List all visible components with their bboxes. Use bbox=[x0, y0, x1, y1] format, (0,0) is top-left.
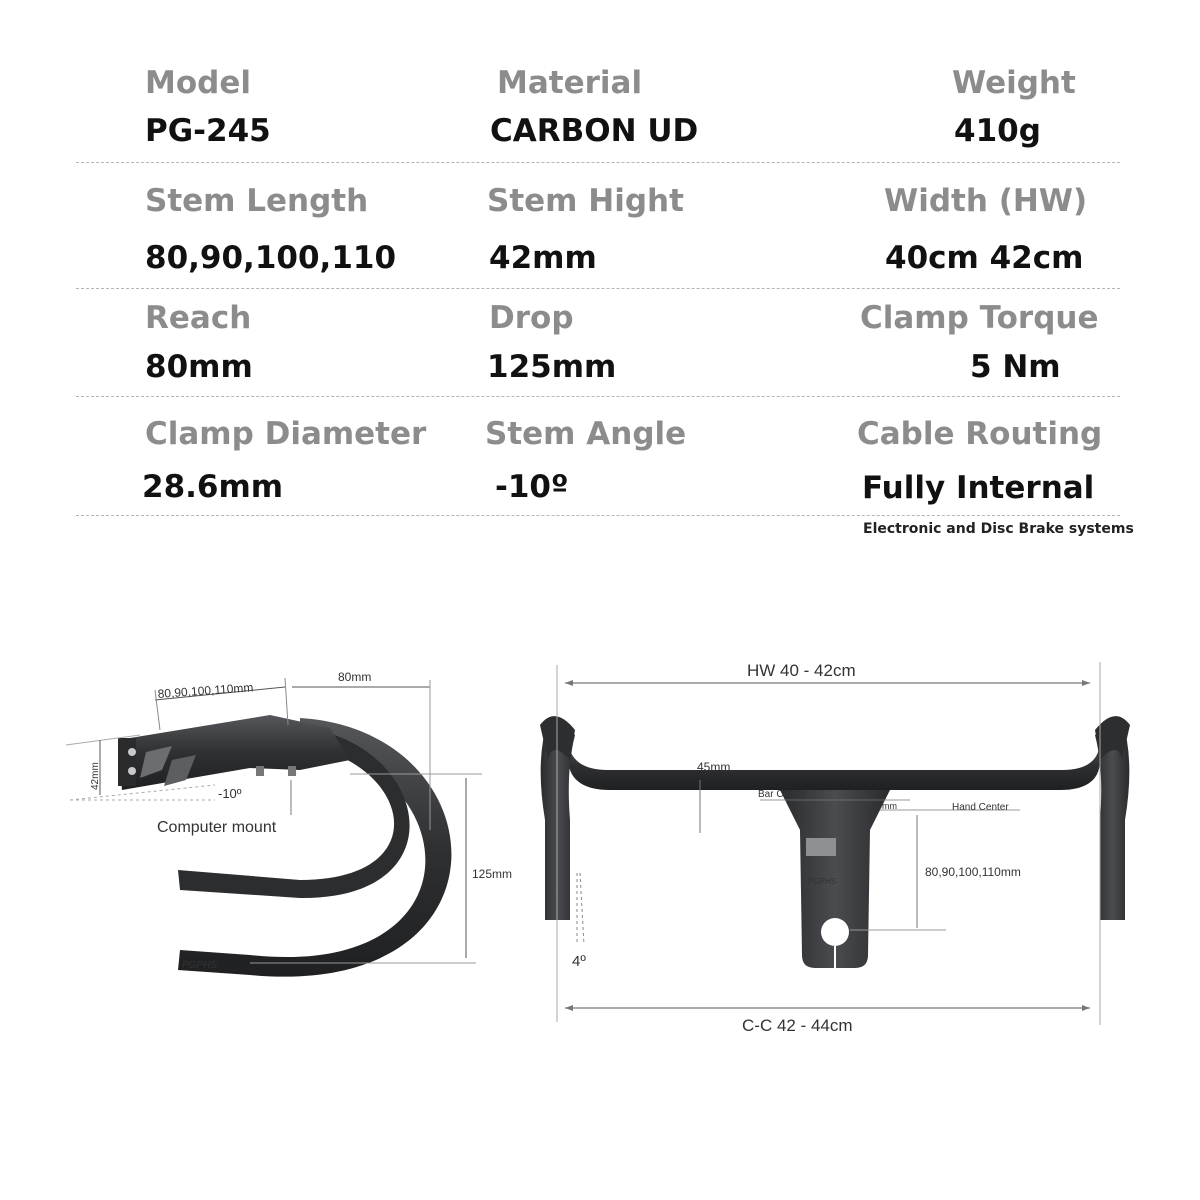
drop-label: Drop bbox=[489, 300, 574, 336]
weight-value: 410g bbox=[954, 113, 1041, 149]
stem-hight-label: Stem Hight bbox=[487, 183, 684, 219]
model-label: Model bbox=[145, 65, 251, 101]
width-label: Width (HW) bbox=[884, 183, 1088, 219]
rise-label: 45mm bbox=[697, 760, 731, 774]
reach-label: Reach bbox=[145, 300, 252, 336]
side-reach-label: 80mm bbox=[338, 670, 372, 684]
stem-angle-value: -10º bbox=[495, 469, 569, 505]
hw-dimension-label: HW 40 - 42cm bbox=[747, 661, 856, 680]
model-value: PG-245 bbox=[145, 113, 271, 149]
side-stem-length-label: 80,90,100,110mm bbox=[157, 680, 254, 701]
drop-value: 125mm bbox=[487, 349, 617, 385]
bar-center-label: Bar Center bbox=[758, 789, 807, 800]
front-view-diagram bbox=[540, 661, 1130, 1035]
cable-routing-footnote: Electronic and Disc Brake systems bbox=[863, 521, 1134, 537]
hand-center-label: Hand Center bbox=[952, 802, 1009, 813]
cc-dimension-label: C-C 42 - 44cm bbox=[742, 1016, 853, 1035]
reach-value: 80mm bbox=[145, 349, 253, 385]
side-angle-label: -10º bbox=[218, 786, 242, 801]
side-view-diagram bbox=[66, 670, 512, 977]
weight-label: Weight bbox=[952, 65, 1076, 101]
stem-length-value: 80,90,100,110 bbox=[145, 240, 397, 276]
clamp-torque-label: Clamp Torque bbox=[860, 300, 1099, 336]
cable-routing-value: Fully Internal bbox=[862, 470, 1095, 506]
flare-label: 4º bbox=[572, 953, 586, 970]
stem-angle-label: Stem Angle bbox=[485, 416, 687, 452]
width-value: 40cm 42cm bbox=[885, 240, 1084, 276]
side-logo: PGPHS bbox=[182, 960, 218, 971]
side-stem-height-label: 42mm bbox=[90, 762, 101, 790]
clamp-diameter-label: Clamp Diameter bbox=[145, 416, 427, 452]
stem-hight-value: 42mm bbox=[489, 240, 597, 276]
front-logo: PGPHS bbox=[808, 877, 837, 886]
front-top-bar bbox=[568, 740, 1100, 790]
material-label: Material bbox=[497, 65, 643, 101]
side-drop-label: 125mm bbox=[472, 867, 513, 881]
material-value: CARBON UD bbox=[490, 113, 699, 149]
computer-mount-label: Computer mount bbox=[157, 819, 277, 836]
offset-label: 10mm bbox=[872, 801, 898, 811]
clamp-torque-value: 5 Nm bbox=[970, 349, 1061, 385]
front-stem-length-label: 80,90,100,110mm bbox=[925, 865, 1021, 879]
stem-length-label: Stem Length bbox=[145, 183, 369, 219]
clamp-diameter-value: 28.6mm bbox=[142, 469, 284, 505]
cable-routing-label: Cable Routing bbox=[857, 416, 1103, 452]
